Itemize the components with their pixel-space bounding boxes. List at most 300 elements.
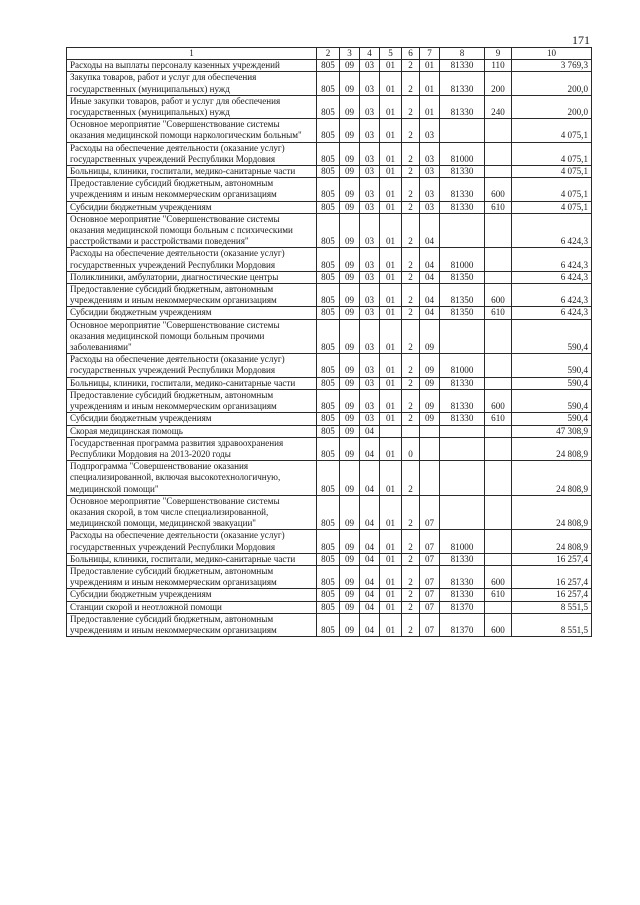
expense-type-code-cell — [485, 119, 512, 142]
item-name-cell: Государственная программа развития здравоохранения Республики Мордовия на 2013-2020 годы — [67, 437, 317, 460]
item-name-cell: Основное мероприятие "Совершенствование системы оказания медицинской помощи наркологическим больным" — [67, 119, 317, 142]
subsection-code-cell: 03 — [360, 95, 380, 118]
section-code-cell: 09 — [340, 72, 360, 95]
measure-code-cell: 03 — [420, 142, 440, 165]
amount-cell: 6 424,3 — [512, 271, 592, 283]
section-code-cell: 09 — [340, 60, 360, 72]
subsection-code-cell: 03 — [360, 354, 380, 377]
item-name-cell: Поликлиники, амбулатории, диагностические центры — [67, 271, 317, 283]
section-code-cell: 09 — [340, 307, 360, 319]
item-name-cell: Иные закупки товаров, работ и услуг для обеспечения государственных (муниципальных) нужд — [67, 95, 317, 118]
item-name-cell: Больницы, клиники, госпитали, медико-санитарные части — [67, 166, 317, 178]
ministry-code-cell: 805 — [317, 319, 340, 354]
subprogram-code-cell: 2 — [402, 589, 420, 601]
item-name-cell: Основное мероприятие "Совершенствование системы оказания скорой, в том числе специализированной, медицинской помощи, медицинской эвакуации" — [67, 495, 317, 530]
section-code-cell: 09 — [340, 437, 360, 460]
section-code-cell: 09 — [340, 425, 360, 437]
subprogram-code-cell: 2 — [402, 377, 420, 389]
table-row — [67, 589, 592, 601]
ministry-code-cell: 805 — [317, 589, 340, 601]
amount-cell: 4 075,1 — [512, 178, 592, 201]
item-name-cell: Расходы на обеспечение деятельности (оказание услуг) государственных учреждений Республики Мордовия — [67, 142, 317, 165]
item-name-cell: Предоставление субсидий бюджетным, автономным учреждениям и иным некоммерческим организациям — [67, 284, 317, 307]
program-code-cell: 01 — [380, 589, 402, 601]
ministry-code-cell: 805 — [317, 613, 340, 636]
amount-cell: 6 424,3 — [512, 248, 592, 271]
section-code-cell: 09 — [340, 213, 360, 248]
direction-code-cell: 81000 — [440, 248, 485, 271]
table-row — [67, 213, 592, 248]
section-code-cell: 09 — [340, 530, 360, 553]
direction-code-cell: 81330 — [440, 95, 485, 118]
amount-cell: 590,4 — [512, 354, 592, 377]
section-code-cell: 09 — [340, 119, 360, 142]
amount-cell: 4 075,1 — [512, 142, 592, 165]
item-name-cell: Основное мероприятие "Совершенствование системы оказания медицинской помощи больным с психическими расстройствами и расстройствами поведения" — [67, 213, 317, 248]
subprogram-code-cell — [402, 425, 420, 437]
direction-code-cell: 81330 — [440, 72, 485, 95]
expense-type-code-cell — [485, 319, 512, 354]
measure-code-cell: 03 — [420, 178, 440, 201]
measure-code-cell: 04 — [420, 248, 440, 271]
direction-code-cell: 81330 — [440, 178, 485, 201]
item-name-cell: Предоставление субсидий бюджетным, автономным учреждениям и иным некоммерческим организациям — [67, 565, 317, 588]
subsection-code-cell: 03 — [360, 166, 380, 178]
subprogram-code-cell: 2 — [402, 178, 420, 201]
program-code-cell: 01 — [380, 413, 402, 425]
item-name-cell: Закупка товаров, работ и услуг для обеспечения государственных (муниципальных) нужд — [67, 72, 317, 95]
expense-type-code-cell: 600 — [485, 389, 512, 412]
subsection-code-cell: 04 — [360, 613, 380, 636]
section-code-cell: 09 — [340, 461, 360, 496]
expense-type-code-cell — [485, 553, 512, 565]
item-name-cell: Расходы на обеспечение деятельности (оказание услуг) государственных учреждений Республики Мордовия — [67, 248, 317, 271]
program-code-cell: 01 — [380, 354, 402, 377]
direction-code-cell — [440, 425, 485, 437]
ministry-code-cell: 805 — [317, 377, 340, 389]
table-header-row — [67, 48, 592, 60]
program-code-cell: 01 — [380, 178, 402, 201]
subprogram-code-cell: 2 — [402, 166, 420, 178]
direction-code-cell: 81370 — [440, 613, 485, 636]
item-name-cell: Основное мероприятие "Совершенствование системы оказания медицинской помощи больным прочими заболеваниями" — [67, 319, 317, 354]
subsection-code-cell: 04 — [360, 425, 380, 437]
program-code-cell: 01 — [380, 437, 402, 460]
subprogram-code-cell: 2 — [402, 565, 420, 588]
table-row — [67, 119, 592, 142]
program-code-cell — [380, 425, 402, 437]
program-code-cell: 01 — [380, 319, 402, 354]
measure-code-cell: 01 — [420, 60, 440, 72]
item-name-cell: Субсидии бюджетным учреждениям — [67, 413, 317, 425]
table-row — [67, 553, 592, 565]
table-row — [67, 601, 592, 613]
program-code-cell: 01 — [380, 461, 402, 496]
budget-table — [66, 47, 592, 637]
subsection-code-cell: 03 — [360, 319, 380, 354]
amount-cell: 16 257,4 — [512, 565, 592, 588]
expense-type-code-cell — [485, 461, 512, 496]
ministry-code-cell: 805 — [317, 553, 340, 565]
table-row — [67, 495, 592, 530]
amount-cell: 47 308,9 — [512, 425, 592, 437]
item-name-cell: Больницы, клиники, госпитали, медико-санитарные части — [67, 553, 317, 565]
ministry-code-cell: 805 — [317, 495, 340, 530]
measure-code-cell: 07 — [420, 589, 440, 601]
program-code-cell: 01 — [380, 119, 402, 142]
table-body — [67, 60, 592, 637]
subprogram-code-cell: 2 — [402, 119, 420, 142]
table-row — [67, 271, 592, 283]
ministry-code-cell: 805 — [317, 437, 340, 460]
direction-code-cell: 81000 — [440, 530, 485, 553]
subprogram-code-cell: 2 — [402, 354, 420, 377]
subprogram-code-cell: 2 — [402, 413, 420, 425]
ministry-code-cell: 805 — [317, 284, 340, 307]
direction-code-cell: 81330 — [440, 565, 485, 588]
subprogram-code-cell: 2 — [402, 307, 420, 319]
ministry-code-cell: 805 — [317, 530, 340, 553]
subsection-code-cell: 03 — [360, 213, 380, 248]
program-code-cell: 01 — [380, 377, 402, 389]
item-name-cell: Расходы на выплаты персоналу казенных учреждений — [67, 60, 317, 72]
subsection-code-cell: 03 — [360, 142, 380, 165]
direction-code-cell: 81330 — [440, 60, 485, 72]
direction-code-cell: 81330 — [440, 589, 485, 601]
subsection-code-cell: 03 — [360, 271, 380, 283]
ministry-code-cell: 805 — [317, 425, 340, 437]
item-name-cell: Предоставление субсидий бюджетным, автономным учреждениям и иным некоммерческим организациям — [67, 389, 317, 412]
item-name-cell: Расходы на обеспечение деятельности (оказание услуг) государственных учреждений Республики Мордовия — [67, 354, 317, 377]
table-row — [67, 142, 592, 165]
ministry-code-cell: 805 — [317, 72, 340, 95]
section-code-cell: 09 — [340, 284, 360, 307]
measure-code-cell: 07 — [420, 530, 440, 553]
table-row — [67, 201, 592, 213]
program-code-cell: 01 — [380, 248, 402, 271]
section-code-cell: 09 — [340, 166, 360, 178]
subprogram-code-cell: 2 — [402, 248, 420, 271]
item-name-cell: Субсидии бюджетным учреждениям — [67, 201, 317, 213]
expense-type-code-cell — [485, 142, 512, 165]
table-row — [67, 166, 592, 178]
expense-type-code-cell — [485, 271, 512, 283]
ministry-code-cell: 805 — [317, 565, 340, 588]
expense-type-code-cell — [485, 377, 512, 389]
ministry-code-cell: 805 — [317, 601, 340, 613]
amount-cell: 16 257,4 — [512, 553, 592, 565]
subprogram-code-cell: 2 — [402, 95, 420, 118]
measure-code-cell: 07 — [420, 565, 440, 588]
program-code-cell: 01 — [380, 142, 402, 165]
subsection-code-cell: 03 — [360, 119, 380, 142]
direction-code-cell: 81330 — [440, 553, 485, 565]
measure-code-cell: 03 — [420, 201, 440, 213]
section-code-cell: 09 — [340, 589, 360, 601]
amount-cell: 590,4 — [512, 389, 592, 412]
ministry-code-cell: 805 — [317, 413, 340, 425]
direction-code-cell: 81330 — [440, 166, 485, 178]
subsection-code-cell: 03 — [360, 72, 380, 95]
measure-code-cell — [420, 461, 440, 496]
amount-cell: 24 808,9 — [512, 461, 592, 496]
table-row — [67, 425, 592, 437]
section-code-cell: 09 — [340, 389, 360, 412]
column-header: 10 — [512, 48, 592, 60]
expense-type-code-cell — [485, 437, 512, 460]
amount-cell: 200,0 — [512, 95, 592, 118]
amount-cell: 6 424,3 — [512, 307, 592, 319]
expense-type-code-cell — [485, 601, 512, 613]
table-row — [67, 72, 592, 95]
program-code-cell: 01 — [380, 213, 402, 248]
direction-code-cell — [440, 213, 485, 248]
subsection-code-cell: 03 — [360, 248, 380, 271]
page-number: 171 — [572, 33, 590, 47]
column-header: 8 — [440, 48, 485, 60]
subprogram-code-cell: 2 — [402, 271, 420, 283]
column-header: 2 — [317, 48, 340, 60]
amount-cell: 590,4 — [512, 319, 592, 354]
amount-cell: 590,4 — [512, 413, 592, 425]
ministry-code-cell: 805 — [317, 271, 340, 283]
expense-type-code-cell: 610 — [485, 307, 512, 319]
table-row — [67, 95, 592, 118]
column-header: 7 — [420, 48, 440, 60]
subprogram-code-cell: 2 — [402, 60, 420, 72]
measure-code-cell: 09 — [420, 354, 440, 377]
measure-code-cell: 01 — [420, 72, 440, 95]
subprogram-code-cell: 2 — [402, 284, 420, 307]
ministry-code-cell: 805 — [317, 461, 340, 496]
item-name-cell: Предоставление субсидий бюджетным, автономным учреждениям и иным некоммерческим организациям — [67, 613, 317, 636]
section-code-cell: 09 — [340, 248, 360, 271]
program-code-cell: 01 — [380, 553, 402, 565]
table-row — [67, 60, 592, 72]
subprogram-code-cell: 2 — [402, 495, 420, 530]
table-row — [67, 461, 592, 496]
section-code-cell: 09 — [340, 354, 360, 377]
program-code-cell: 01 — [380, 613, 402, 636]
amount-cell: 24 808,9 — [512, 530, 592, 553]
direction-code-cell: 81350 — [440, 284, 485, 307]
subsection-code-cell: 04 — [360, 565, 380, 588]
expense-type-code-cell — [485, 425, 512, 437]
program-code-cell: 01 — [380, 495, 402, 530]
expense-type-code-cell: 200 — [485, 72, 512, 95]
amount-cell: 24 808,9 — [512, 495, 592, 530]
subprogram-code-cell: 2 — [402, 553, 420, 565]
expense-type-code-cell — [485, 354, 512, 377]
program-code-cell: 01 — [380, 530, 402, 553]
subsection-code-cell: 03 — [360, 178, 380, 201]
measure-code-cell — [420, 437, 440, 460]
column-header: 6 — [402, 48, 420, 60]
direction-code-cell: 81370 — [440, 601, 485, 613]
table-row — [67, 413, 592, 425]
expense-type-code-cell — [485, 495, 512, 530]
program-code-cell: 01 — [380, 60, 402, 72]
table-row — [67, 389, 592, 412]
item-name-cell: Больницы, клиники, госпитали, медико-санитарные части — [67, 377, 317, 389]
ministry-code-cell: 805 — [317, 60, 340, 72]
measure-code-cell: 04 — [420, 213, 440, 248]
section-code-cell: 09 — [340, 142, 360, 165]
direction-code-cell — [440, 437, 485, 460]
item-name-cell: Субсидии бюджетным учреждениям — [67, 307, 317, 319]
measure-code-cell: 09 — [420, 413, 440, 425]
program-code-cell: 01 — [380, 271, 402, 283]
expense-type-code-cell: 610 — [485, 413, 512, 425]
measure-code-cell: 07 — [420, 613, 440, 636]
section-code-cell: 09 — [340, 95, 360, 118]
amount-cell: 4 075,1 — [512, 166, 592, 178]
program-code-cell: 01 — [380, 201, 402, 213]
expense-type-code-cell — [485, 166, 512, 178]
table-row — [67, 248, 592, 271]
item-name-cell: Расходы на обеспечение деятельности (оказание услуг) государственных учреждений Республики Мордовия — [67, 530, 317, 553]
measure-code-cell: 04 — [420, 284, 440, 307]
table-row — [67, 613, 592, 636]
ministry-code-cell: 805 — [317, 248, 340, 271]
section-code-cell: 09 — [340, 553, 360, 565]
subsection-code-cell: 04 — [360, 589, 380, 601]
section-code-cell: 09 — [340, 613, 360, 636]
program-code-cell: 01 — [380, 565, 402, 588]
section-code-cell: 09 — [340, 413, 360, 425]
measure-code-cell: 07 — [420, 601, 440, 613]
subprogram-code-cell: 2 — [402, 461, 420, 496]
direction-code-cell: 81330 — [440, 377, 485, 389]
expense-type-code-cell — [485, 530, 512, 553]
section-code-cell: 09 — [340, 201, 360, 213]
measure-code-cell — [420, 425, 440, 437]
direction-code-cell: 81330 — [440, 389, 485, 412]
amount-cell: 8 551,5 — [512, 613, 592, 636]
subsection-code-cell: 04 — [360, 495, 380, 530]
measure-code-cell: 04 — [420, 307, 440, 319]
amount-cell: 590,4 — [512, 377, 592, 389]
direction-code-cell: 81350 — [440, 307, 485, 319]
table-row — [67, 565, 592, 588]
subsection-code-cell: 03 — [360, 377, 380, 389]
subsection-code-cell: 03 — [360, 201, 380, 213]
ministry-code-cell: 805 — [317, 142, 340, 165]
measure-code-cell: 04 — [420, 271, 440, 283]
measure-code-cell: 07 — [420, 553, 440, 565]
direction-code-cell: 81330 — [440, 413, 485, 425]
measure-code-cell: 09 — [420, 377, 440, 389]
amount-cell: 200,0 — [512, 72, 592, 95]
program-code-cell: 01 — [380, 307, 402, 319]
direction-code-cell: 81000 — [440, 142, 485, 165]
section-code-cell: 09 — [340, 271, 360, 283]
direction-code-cell — [440, 119, 485, 142]
measure-code-cell: 09 — [420, 389, 440, 412]
expense-type-code-cell — [485, 213, 512, 248]
program-code-cell: 01 — [380, 601, 402, 613]
expense-type-code-cell: 600 — [485, 178, 512, 201]
amount-cell: 6 424,3 — [512, 284, 592, 307]
section-code-cell: 09 — [340, 178, 360, 201]
subsection-code-cell: 04 — [360, 553, 380, 565]
subsection-code-cell: 03 — [360, 60, 380, 72]
subsection-code-cell: 03 — [360, 284, 380, 307]
expense-type-code-cell: 240 — [485, 95, 512, 118]
column-header: 1 — [67, 48, 317, 60]
ministry-code-cell: 805 — [317, 95, 340, 118]
subsection-code-cell: 03 — [360, 307, 380, 319]
direction-code-cell: 81350 — [440, 271, 485, 283]
program-code-cell: 01 — [380, 72, 402, 95]
subprogram-code-cell: 2 — [402, 319, 420, 354]
ministry-code-cell: 805 — [317, 178, 340, 201]
subprogram-code-cell: 2 — [402, 213, 420, 248]
expense-type-code-cell: 600 — [485, 613, 512, 636]
column-header: 9 — [485, 48, 512, 60]
table-row — [67, 354, 592, 377]
program-code-cell: 01 — [380, 389, 402, 412]
subsection-code-cell: 04 — [360, 437, 380, 460]
amount-cell: 3 769,3 — [512, 60, 592, 72]
ministry-code-cell: 805 — [317, 307, 340, 319]
program-code-cell: 01 — [380, 166, 402, 178]
expense-type-code-cell: 600 — [485, 284, 512, 307]
subprogram-code-cell: 0 — [402, 437, 420, 460]
section-code-cell: 09 — [340, 495, 360, 530]
column-header: 3 — [340, 48, 360, 60]
amount-cell: 4 075,1 — [512, 119, 592, 142]
table-row — [67, 284, 592, 307]
amount-cell: 8 551,5 — [512, 601, 592, 613]
subsection-code-cell: 04 — [360, 530, 380, 553]
measure-code-cell: 09 — [420, 319, 440, 354]
item-name-cell: Скорая медицинская помощь — [67, 425, 317, 437]
expense-type-code-cell: 610 — [485, 201, 512, 213]
expense-type-code-cell — [485, 248, 512, 271]
program-code-cell: 01 — [380, 95, 402, 118]
ministry-code-cell: 805 — [317, 389, 340, 412]
subsection-code-cell: 04 — [360, 461, 380, 496]
table-row — [67, 307, 592, 319]
ministry-code-cell: 805 — [317, 166, 340, 178]
expense-type-code-cell: 600 — [485, 565, 512, 588]
direction-code-cell — [440, 461, 485, 496]
subsection-code-cell: 04 — [360, 601, 380, 613]
ministry-code-cell: 805 — [317, 213, 340, 248]
table-row — [67, 437, 592, 460]
amount-cell: 4 075,1 — [512, 201, 592, 213]
direction-code-cell: 81000 — [440, 354, 485, 377]
table-row — [67, 377, 592, 389]
measure-code-cell: 01 — [420, 95, 440, 118]
table-row — [67, 178, 592, 201]
column-header: 5 — [380, 48, 402, 60]
item-name-cell: Субсидии бюджетным учреждениям — [67, 589, 317, 601]
measure-code-cell: 03 — [420, 119, 440, 142]
measure-code-cell: 07 — [420, 495, 440, 530]
ministry-code-cell: 805 — [317, 354, 340, 377]
table-row — [67, 319, 592, 354]
amount-cell: 6 424,3 — [512, 213, 592, 248]
expense-type-code-cell: 610 — [485, 589, 512, 601]
subprogram-code-cell: 2 — [402, 201, 420, 213]
amount-cell: 16 257,4 — [512, 589, 592, 601]
direction-code-cell — [440, 495, 485, 530]
program-code-cell: 01 — [380, 284, 402, 307]
direction-code-cell — [440, 319, 485, 354]
item-name-cell: Предоставление субсидий бюджетным, автономным учреждениям и иным некоммерческим организациям — [67, 178, 317, 201]
